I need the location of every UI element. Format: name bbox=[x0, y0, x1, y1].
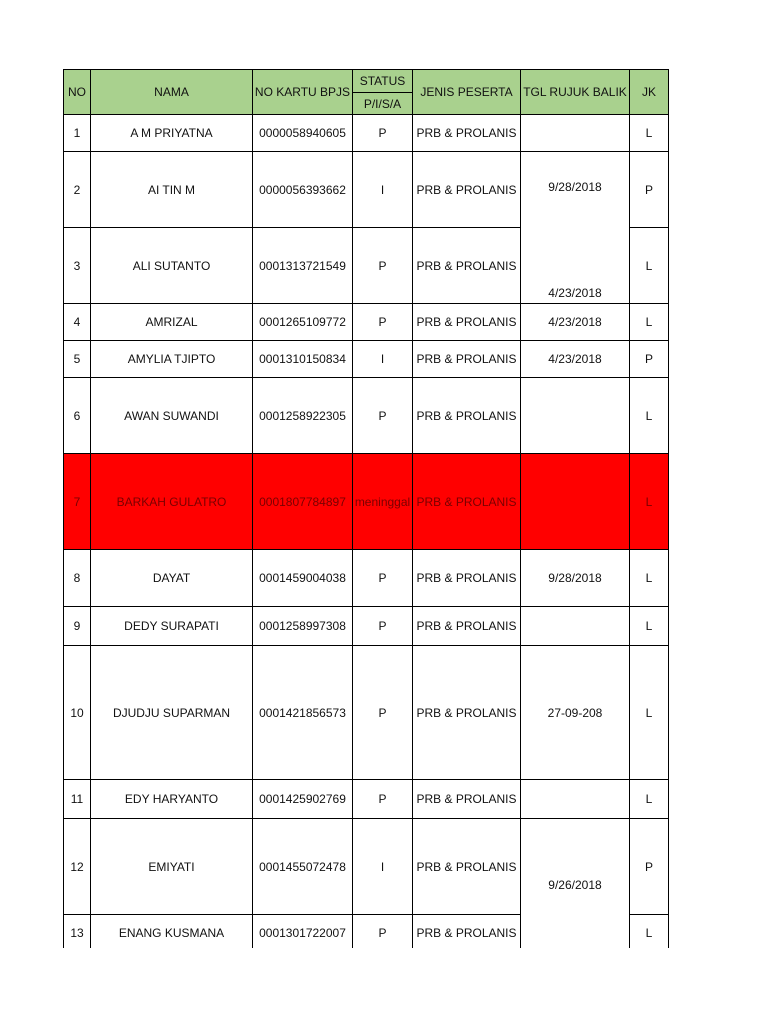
cell-tgl[interactable]: 4/23/2018 bbox=[521, 304, 630, 341]
cell-nama[interactable]: A M PRIYATNA bbox=[91, 115, 253, 152]
cell-nama[interactable]: BARKAH GULATRO bbox=[91, 454, 253, 550]
cell-jenis[interactable]: PRB & PROLANIS bbox=[413, 152, 521, 228]
cell-no-kartu[interactable]: 0001310150834 bbox=[253, 341, 353, 378]
cell-jenis[interactable]: PRB & PROLANIS bbox=[413, 304, 521, 341]
cell-nama[interactable]: AI TIN M bbox=[91, 152, 253, 228]
cell-nama[interactable]: DJUDJU SUPARMAN bbox=[91, 646, 253, 780]
cell-jk[interactable]: L bbox=[630, 780, 669, 819]
cell-jenis[interactable]: PRB & PROLANIS bbox=[413, 607, 521, 646]
cell-no[interactable]: 5 bbox=[64, 341, 91, 378]
header-no[interactable]: NO bbox=[64, 70, 91, 115]
cell-jenis[interactable]: PRB & PROLANIS bbox=[413, 378, 521, 454]
cell-jenis[interactable]: PRB & PROLANIS bbox=[413, 115, 521, 152]
cell-nama[interactable]: DEDY SURAPATI bbox=[91, 607, 253, 646]
cell-no[interactable]: 2 bbox=[64, 152, 91, 228]
cell-status[interactable]: I bbox=[353, 152, 413, 228]
cell-nama[interactable]: ALI SUTANTO bbox=[91, 228, 253, 304]
cell-jenis[interactable]: PRB & PROLANIS bbox=[413, 646, 521, 780]
table-row bbox=[64, 780, 669, 819]
cell-jk[interactable]: L bbox=[630, 115, 669, 152]
cell-jk[interactable]: L bbox=[630, 454, 669, 550]
cell-no-kartu[interactable]: 0001301722007 bbox=[253, 915, 353, 949]
cell-no-kartu[interactable]: 0000056393662 bbox=[253, 152, 353, 228]
cell-jk[interactable]: L bbox=[630, 915, 669, 949]
cell-jenis[interactable]: PRB & PROLANIS bbox=[413, 341, 521, 378]
cell-tgl[interactable] bbox=[521, 454, 630, 550]
cell-jk[interactable]: L bbox=[630, 646, 669, 780]
cell-no[interactable]: 11 bbox=[64, 780, 91, 819]
cell-status[interactable]: P bbox=[353, 646, 413, 780]
cell-jenis[interactable]: PRB & PROLANIS bbox=[413, 780, 521, 819]
table-row bbox=[64, 341, 669, 378]
cell-no-kartu[interactable]: 0001258922305 bbox=[253, 378, 353, 454]
cell-status[interactable]: P bbox=[353, 304, 413, 341]
cell-status[interactable]: P bbox=[353, 550, 413, 607]
table-row bbox=[64, 115, 669, 152]
cell-jk[interactable]: P bbox=[630, 819, 669, 915]
cell-tgl-merged[interactable] bbox=[521, 152, 630, 304]
cell-nama[interactable]: EDY HARYANTO bbox=[91, 780, 253, 819]
table-row bbox=[64, 304, 669, 341]
cell-tgl[interactable]: 27-09-208 bbox=[521, 646, 630, 780]
header-jk[interactable]: JK bbox=[630, 70, 669, 115]
cell-status[interactable]: P bbox=[353, 228, 413, 304]
cell-no-kartu[interactable]: 0001425902769 bbox=[253, 780, 353, 819]
header-nama[interactable]: NAMA bbox=[91, 70, 253, 115]
cell-tgl-lower: 4/23/2018 bbox=[548, 286, 602, 300]
cell-no[interactable]: 12 bbox=[64, 819, 91, 915]
cell-no[interactable]: 3 bbox=[64, 228, 91, 304]
cell-no[interactable]: 1 bbox=[64, 115, 91, 152]
cell-jk[interactable]: P bbox=[630, 152, 669, 228]
header-jenis-peserta[interactable]: JENIS PESERTA bbox=[413, 70, 521, 115]
cell-nama[interactable]: AWAN SUWANDI bbox=[91, 378, 253, 454]
cell-tgl[interactable]: 9/28/2018 bbox=[521, 550, 630, 607]
cell-no-kartu[interactable]: 0000058940605 bbox=[253, 115, 353, 152]
cell-status[interactable]: meninggal bbox=[353, 454, 413, 550]
cell-no-kartu[interactable]: 0001313721549 bbox=[253, 228, 353, 304]
cell-no-kartu[interactable]: 0001459004038 bbox=[253, 550, 353, 607]
table-row bbox=[64, 646, 669, 780]
cell-jenis[interactable]: PRB & PROLANIS bbox=[413, 819, 521, 915]
cell-jenis[interactable]: PRB & PROLANIS bbox=[413, 228, 521, 304]
cell-status[interactable]: P bbox=[353, 780, 413, 819]
cell-nama[interactable]: ENANG KUSMANA bbox=[91, 915, 253, 949]
cell-no-kartu[interactable]: 0001807784897 bbox=[253, 454, 353, 550]
cell-no[interactable]: 4 bbox=[64, 304, 91, 341]
cell-nama[interactable]: AMRIZAL bbox=[91, 304, 253, 341]
cell-status[interactable]: P bbox=[353, 378, 413, 454]
cell-status[interactable]: I bbox=[353, 341, 413, 378]
cell-tgl[interactable]: 4/23/2018 bbox=[521, 341, 630, 378]
cell-no-kartu[interactable]: 0001265109772 bbox=[253, 304, 353, 341]
cell-status[interactable]: P bbox=[353, 607, 413, 646]
cell-nama[interactable]: EMIYATI bbox=[91, 819, 253, 915]
cell-no-kartu[interactable]: 0001258997308 bbox=[253, 607, 353, 646]
cell-no[interactable]: 10 bbox=[64, 646, 91, 780]
table-row bbox=[64, 152, 669, 228]
cell-tgl[interactable] bbox=[521, 378, 630, 454]
cell-jenis[interactable]: PRB & PROLANIS bbox=[413, 915, 521, 949]
table-row bbox=[64, 550, 669, 607]
cell-no[interactable]: 13 bbox=[64, 915, 91, 949]
cell-tgl[interactable] bbox=[521, 607, 630, 646]
cell-jk[interactable]: L bbox=[630, 304, 669, 341]
cell-no-kartu[interactable]: 0001421856573 bbox=[253, 646, 353, 780]
cell-nama[interactable]: AMYLIA TJIPTO bbox=[91, 341, 253, 378]
cell-jk[interactable]: L bbox=[630, 378, 669, 454]
cell-status[interactable]: I bbox=[353, 819, 413, 915]
table-row-deceased bbox=[64, 454, 669, 550]
cell-tgl[interactable] bbox=[521, 115, 630, 152]
table-row bbox=[64, 819, 669, 915]
cell-no-kartu[interactable]: 0001455072478 bbox=[253, 819, 353, 915]
cell-no[interactable]: 9 bbox=[64, 607, 91, 646]
header-status-sub[interactable]: P/I/S/A bbox=[353, 93, 413, 115]
cell-no[interactable]: 7 bbox=[64, 454, 91, 550]
cell-nama[interactable]: DAYAT bbox=[91, 550, 253, 607]
cell-status[interactable]: P bbox=[353, 915, 413, 949]
cell-tgl[interactable] bbox=[521, 780, 630, 819]
header-status[interactable]: STATUS bbox=[353, 70, 413, 93]
cell-jenis[interactable]: PRB & PROLANIS bbox=[413, 550, 521, 607]
cell-jk[interactable]: L bbox=[630, 607, 669, 646]
cell-jk[interactable]: L bbox=[630, 550, 669, 607]
header-no-kartu[interactable]: NO KARTU BPJS bbox=[253, 70, 353, 115]
cell-jk[interactable]: L bbox=[630, 228, 669, 304]
cell-no[interactable]: 6 bbox=[64, 378, 91, 454]
cell-tgl-upper: 9/28/2018 bbox=[548, 180, 602, 194]
table-row bbox=[64, 607, 669, 646]
table-row bbox=[64, 378, 669, 454]
patient-table bbox=[63, 69, 669, 948]
cell-tgl-merged[interactable]: 9/26/2018 bbox=[521, 819, 630, 949]
cell-no[interactable]: 8 bbox=[64, 550, 91, 607]
header-tgl-rujuk-balik[interactable]: TGL RUJUK BALIK bbox=[521, 70, 630, 115]
cell-jk[interactable]: P bbox=[630, 341, 669, 378]
cell-status[interactable]: P bbox=[353, 115, 413, 152]
cell-jenis[interactable]: PRB & PROLANIS bbox=[413, 454, 521, 550]
